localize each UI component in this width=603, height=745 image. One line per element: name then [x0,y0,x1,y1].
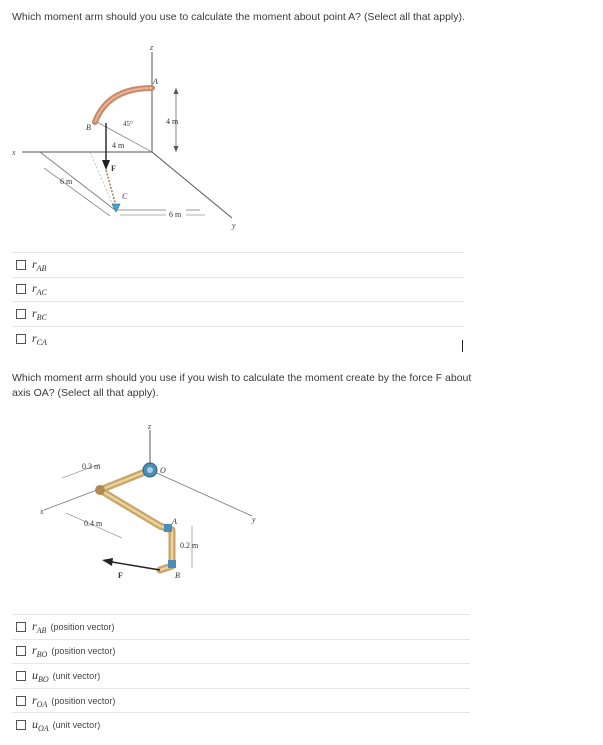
question-1-text: Which moment arm should you use to calculate the moment about point A? (Select all that apply). [12,11,465,23]
option-description: (position vector) [51,695,116,706]
q2-option-roa[interactable] [12,688,470,713]
fig1-dim-arrow-bottom [174,146,179,152]
fig2-label-O: O [160,466,166,475]
checkbox[interactable] [16,334,26,344]
q2-option-ubo[interactable] [12,663,470,688]
fig2-label-B: B [175,571,180,580]
fig1-z-label: z [150,43,154,52]
fig2-joint-A [164,524,172,532]
checkbox[interactable] [16,260,26,270]
fig1-support-C [112,204,120,212]
option-variable: $r_{BO}$ [32,643,48,660]
fig2-label-A: A [172,517,177,526]
checkbox[interactable] [16,671,26,681]
fig1-label-B: B [86,123,91,132]
fig2-label-F: F [118,571,123,580]
q1-option-rca[interactable] [12,326,464,351]
option-variable: $r_{CA}$ [32,330,47,347]
fig1-y-label: y [232,221,236,230]
option-variable: $r_{AB}$ [32,256,47,273]
fig2-z-label: z [148,422,152,431]
fig1-dim-vertical-label: 4 m [166,117,179,126]
option-description: (unit vector) [52,670,101,681]
fig2-pipe-highlight [100,470,172,570]
q1-option-rac[interactable] [12,277,464,302]
fig1-x-label: x [12,148,16,157]
fig2-elbow [95,485,105,495]
fig1-radius-label: 4 m [112,141,125,150]
option-variable: $r_{AB}$ [32,618,47,635]
q2-option-uoa[interactable] [12,712,470,737]
checkbox[interactable] [16,646,26,656]
checkbox[interactable] [16,284,26,294]
fig1-force-arrowhead [102,160,110,170]
question-1-options [12,252,464,350]
fig1-dim-arrow-top [174,88,179,94]
fig2-force-arrow-line [112,562,160,570]
fig1-label-C: C [122,192,128,201]
question-1-figure [0,40,300,240]
fig2-dim-vert-label: 0.2 m [180,541,199,550]
fig1-dim-x-label: 6 m [60,177,73,186]
q1-option-rab[interactable] [12,252,464,277]
fig1-dim-y-label: 6 m [169,210,182,219]
question-2-options [12,614,470,737]
q2-option-rbo[interactable] [12,639,470,664]
fig2-dim-top-label: 0.3 m [82,462,101,471]
fig1-label-A: A [153,77,158,86]
option-description: (position vector) [51,646,116,657]
checkbox[interactable] [16,622,26,632]
option-variable: $r_{OA}$ [32,692,48,709]
fig2-y-label: y [252,515,256,524]
checkbox[interactable] [16,309,26,319]
fig2-force-arrowhead [102,558,113,566]
fig1-y-axis [152,152,232,218]
option-description: (unit vector) [52,720,101,731]
option-variable: $u_{BO}$ [32,667,49,684]
fig2-joint-B [168,560,176,568]
option-variable: $r_{BC}$ [32,305,47,322]
question-2-figure [0,418,300,588]
fig1-angle-label: 45° [123,120,133,128]
question-2-text: Which moment arm should you use if you wish to calculate the moment create by the force F about axis OA? (Select all that apply). [12,372,472,399]
fig2-y-axis [150,470,252,516]
option-variable: $u_{OA}$ [32,717,49,734]
fig2-bearing-center [147,467,153,473]
fig2-dim-mid-label: 0.4 m [84,519,103,528]
checkbox[interactable] [16,720,26,730]
fig1-label-F: F [111,164,116,173]
option-variable: $r_{AC}$ [32,281,47,298]
option-description: (position vector) [50,621,115,632]
text-cursor [462,340,463,352]
fig2-x-label: x [40,507,44,516]
q1-option-rbc[interactable] [12,301,464,326]
q2-option-rab[interactable] [12,614,470,639]
checkbox[interactable] [16,696,26,706]
